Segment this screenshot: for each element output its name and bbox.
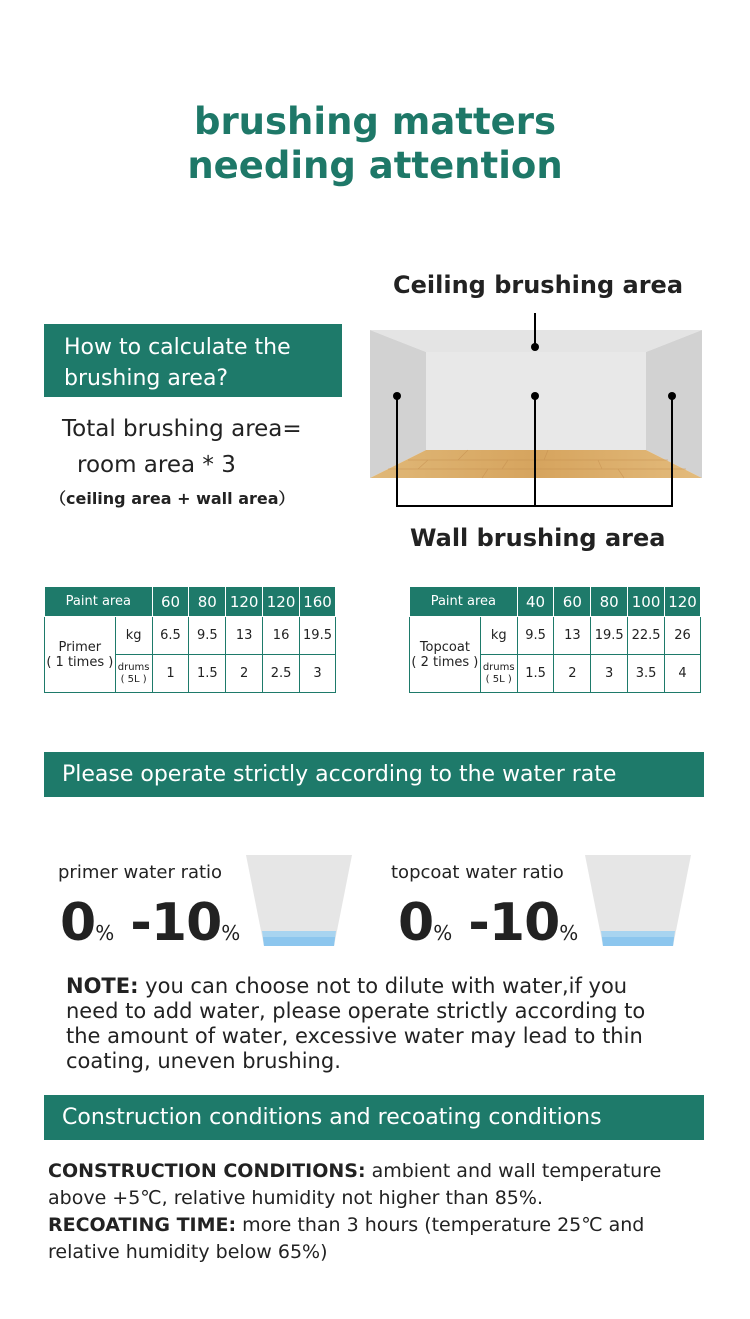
product-times: ( 2 times ) [411,654,479,670]
ceiling-point [531,343,539,351]
conditions-banner: Construction conditions and recoating conditions [44,1095,704,1140]
water-rate-banner: Please operate strictly according to the water rate [44,752,704,797]
primer-ratio-value [60,893,239,953]
recoating-label: RECOATING TIME: [48,1214,237,1236]
kg-cell: 26 [665,617,701,655]
topcoat-ratio-label: topcoat water ratio [391,862,564,883]
ceiling-label: Ceiling brushing area [393,271,684,299]
product-cell [45,617,116,693]
paint-area-header: Paint area [45,587,153,617]
title-line-1: brushing matters [193,100,557,143]
area-cell: 120 [263,587,300,617]
water-note [66,974,676,1074]
drums-cell: 2.5 [263,655,300,693]
area-cell: 60 [152,587,189,617]
formula-line-3: （ceiling area + wall area） [50,489,295,508]
construction-text: ambient and wall temperature above +5℃, relative humidity not higher than 85%. [48,1160,662,1209]
calc-banner: How to calculate the brushing area? [44,324,342,397]
primer-cup-icon [246,855,354,947]
kg-cell: 13 [226,617,263,655]
wall-point-right [668,392,676,400]
kg-cell: 19.5 [300,617,336,655]
drums-cell: 3 [591,655,628,693]
area-cell: 120 [226,587,263,617]
ratio-high: -10 [451,893,560,953]
drums-label: drums [117,661,150,673]
page-title [0,100,750,188]
wall-point-left [393,392,401,400]
ratio-high: -10 [113,893,222,953]
formula-line-2: room area * 3 [77,452,236,478]
topcoat-ratio-value [398,893,577,953]
primer-table [44,586,336,693]
area-cell: 80 [189,587,226,617]
area-cell: 120 [665,587,701,617]
drums-cell: 2 [226,655,263,693]
construction-conditions [48,1158,718,1212]
drums-cell: 3 [300,655,336,693]
drums-cell: 3.5 [628,655,665,693]
kg-cell: 16 [263,617,300,655]
ratio-low: 0 [398,893,434,953]
kg-cell: 22.5 [628,617,665,655]
pct-sign: % [559,921,578,945]
construction-label: CONSTRUCTION CONDITIONS: [48,1160,366,1182]
drums-unit: ( 5L ) [485,673,512,685]
kg-cell: 13 [554,617,591,655]
recoating-time [48,1212,718,1266]
note-label: NOTE: [66,974,139,998]
paint-area-header: Paint area [410,587,518,617]
product-name: Primer [58,639,102,655]
pct-sign: % [95,921,114,945]
area-cell: 60 [554,587,591,617]
drums-cell: 1 [152,655,189,693]
drums-cell: 1.5 [189,655,226,693]
drums-unit: ( 5L ) [120,673,147,685]
title-line-2: needing attention [187,144,563,187]
kg-cell: 9.5 [189,617,226,655]
kg-cell: 19.5 [591,617,628,655]
area-cell: 40 [517,587,554,617]
product-times: ( 1 times ) [46,654,114,670]
wall-label: Wall brushing area [410,524,666,552]
topcoat-cup-icon [585,855,693,947]
pct-sign: % [221,921,240,945]
drums-label-cell [115,655,152,693]
drums-label-cell [480,655,517,693]
product-cell [410,617,481,693]
note-text: you can choose not to dilute with water,if you need to add water, please operate strictly according to the amount of water, excessive water may lead to thin coating, uneven brushing. [66,974,646,1073]
kg-label: kg [115,617,152,655]
drums-cell: 1.5 [517,655,554,693]
primer-ratio-label: primer water ratio [58,862,223,883]
kg-cell: 9.5 [517,617,554,655]
drums-cell: 4 [665,655,701,693]
pct-sign: % [433,921,452,945]
area-cell: 160 [300,587,336,617]
kg-label: kg [480,617,517,655]
formula-line-1: Total brushing area= [62,416,302,442]
room-diagram [368,310,708,510]
ratio-low: 0 [60,893,96,953]
topcoat-table [409,586,701,693]
kg-cell: 6.5 [152,617,189,655]
area-cell: 100 [628,587,665,617]
recoating-text: more than 3 hours (temperature 25℃ and relative humidity below 65%) [48,1214,645,1263]
drums-label: drums [482,661,515,673]
drums-cell: 2 [554,655,591,693]
area-cell: 80 [591,587,628,617]
wall-point-center [531,392,539,400]
conditions-text [48,1158,718,1266]
product-name: Topcoat [419,639,470,655]
